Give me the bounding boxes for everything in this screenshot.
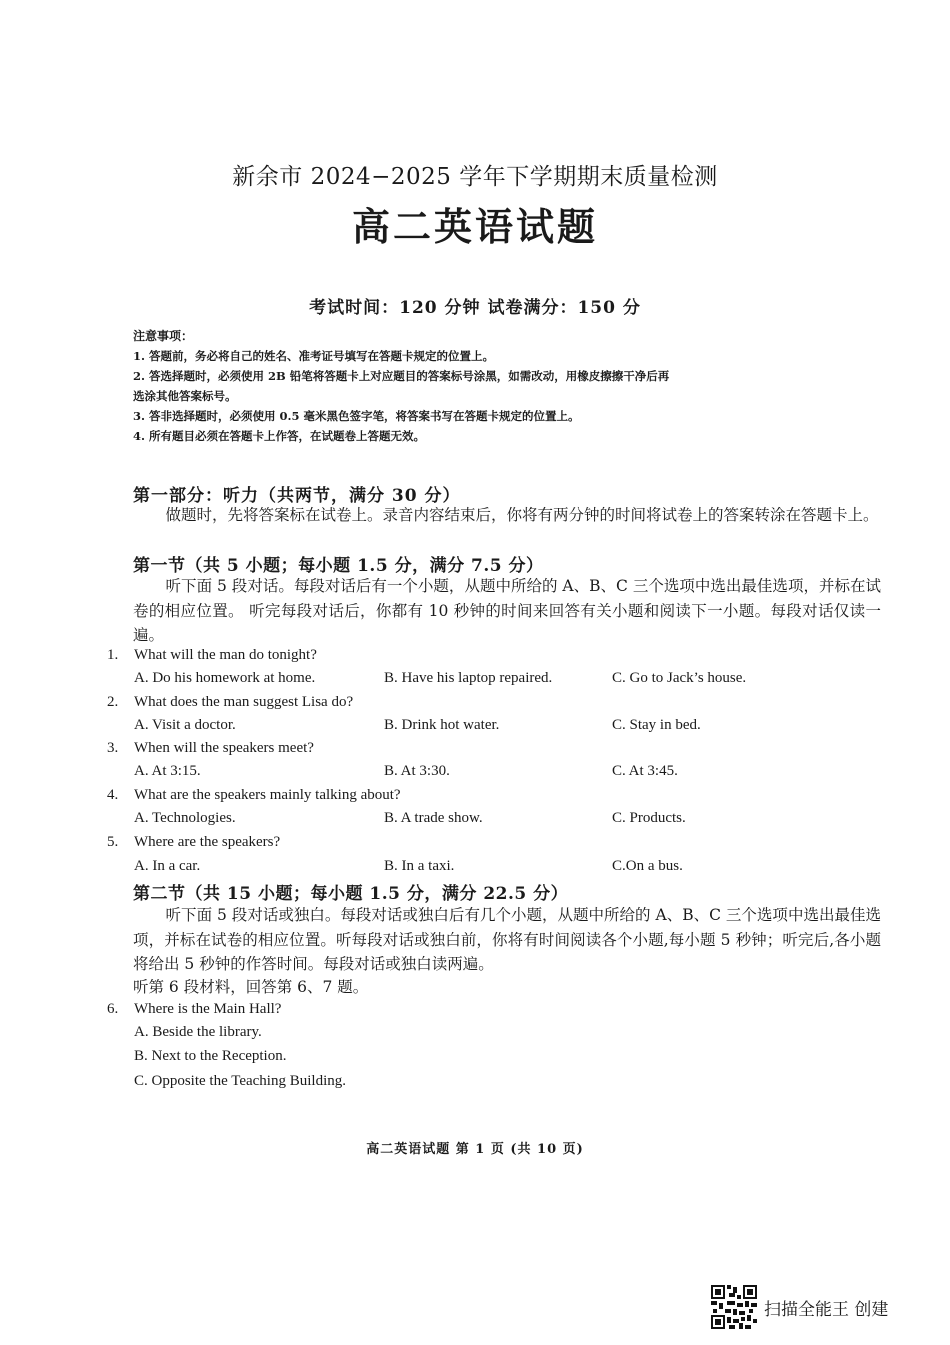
section2-material-note: 听第 6 段材料，回答第 6、7 题。 [133, 978, 369, 996]
page-footer: 高二英语试题 第 1 页 (共 10 页) [366, 1142, 584, 1157]
option-c: C. Opposite the Teaching Building. [134, 1073, 346, 1089]
section2-title: 第二节（共 15 小题；每小题 1.5 分，满分 22.5 分） [133, 884, 569, 904]
question-text: When will the speakers meet? [134, 740, 314, 756]
exam-subtitle: 新余市 2024−2025 学年下学期期末质量检测 [232, 164, 718, 190]
question-stem [107, 998, 281, 1020]
question-stem [107, 737, 314, 759]
option-a: A. Technologies. [134, 810, 236, 826]
question-number: 6. [107, 1001, 119, 1017]
question-stem [107, 691, 353, 713]
option-b: B. Next to the Reception. [134, 1048, 287, 1064]
notes-item: 2. 答选择题时，必须使用 2B 铅笔将答题卡上对应题目的答案标号涂黑，如需改动，用橡皮擦擦干净后再 [133, 369, 670, 383]
exam-info: 考试时间：120 分钟 试卷满分：150 分 [309, 298, 641, 318]
part1-intro: 做题时，先将答案标在试卷上。录音内容结束后，你将有两分钟的时间将试卷上的答案转涂在答题卡上。 [165, 506, 879, 524]
option-c: C.On a bus. [612, 858, 683, 874]
question-stem [107, 831, 280, 853]
part1-title: 第一部分：听力（共两节，满分 30 分） [133, 486, 461, 506]
option-b: B. In a taxi. [384, 858, 455, 874]
exam-title: 高二英语试题 [351, 204, 598, 249]
option-c: C. Stay in bed. [612, 717, 701, 733]
question-text: What does the man suggest Lisa do? [134, 694, 354, 710]
question-text: What will the man do tonight? [134, 647, 317, 663]
question-number: 5. [107, 834, 119, 850]
notes-block [133, 326, 893, 446]
notes-item: 1. 答题前，务必将自己的姓名、准考证号填写在答题卡规定的位置上。 [133, 349, 495, 363]
option-c: C. Go to Jack’s house. [612, 670, 747, 686]
option-a: A. Do his homework at home. [134, 670, 316, 686]
question-number: 1. [107, 647, 119, 663]
notes-item: 4. 所有题目必须在答题卡上作答，在试题卷上答题无效。 [133, 429, 426, 443]
option-b: B. At 3:30. [384, 763, 450, 779]
notes-item: 3. 答非选择题时，必须使用 0.5 毫米黑色签字笔，将答案书写在答题卡规定的位置上。 [133, 409, 580, 423]
scanner-watermark: 扫描全能王 创建 [764, 1300, 889, 1320]
question-stem [107, 784, 401, 806]
qr-code-icon [711, 1285, 757, 1329]
option-b: B. Drink hot water. [384, 717, 500, 733]
notes-heading: 注意事项： [133, 329, 194, 343]
question-stem [107, 644, 317, 666]
option-a: A. At 3:15. [134, 763, 201, 779]
question-text: Where is the Main Hall? [134, 1001, 282, 1017]
section1-title: 第一节（共 5 小题；每小题 1.5 分，满分 7.5 分） [133, 556, 544, 576]
option-b: B. Have his laptop repaired. [384, 670, 553, 686]
question-text: Where are the speakers? [134, 834, 281, 850]
option-a: A. Visit a doctor. [134, 717, 236, 733]
question-number: 2. [107, 694, 119, 710]
option-c: C. Products. [612, 810, 686, 826]
option-a: A. In a car. [134, 858, 201, 874]
section1-instructions: 听下面 5 段对话。每段对话后有一个小题，从题中所给的 A、B、C 三个选项中选出最佳选项，并标在试卷的相应位置。 听完每段对话后，你都有 10 秒钟的时间来回答有关小题和阅读下一小题。每段对话仅读一遍。 [133, 577, 881, 644]
option-a: A. Beside the library. [134, 1024, 262, 1040]
notes-item: 选涂其他答案标号。 [133, 389, 237, 403]
question-text: What are the speakers mainly talking about? [134, 787, 401, 803]
question-number: 4. [107, 787, 119, 803]
question-number: 3. [107, 740, 119, 756]
option-c: C. At 3:45. [612, 763, 678, 779]
option-b: B. A trade show. [384, 810, 483, 826]
section2-instructions: 听下面 5 段对话或独白。每段对话或独白后有几个小题，从题中所给的 A、B、C 三个选项中选出最佳选项，并标在试卷的相应位置。听每段对话或独白前，你将有时间阅读各个小题,每小题 5 秒钟；听完后,各小题将给出 5 秒钟的作答时间。每段对话或独白读两遍。 [133, 906, 881, 973]
